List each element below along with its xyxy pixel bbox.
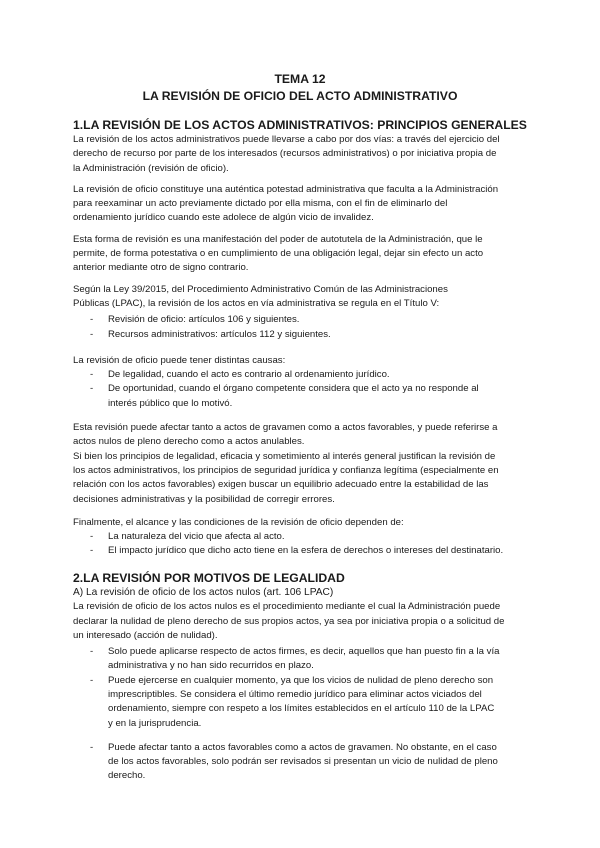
list-item bbox=[73, 530, 583, 544]
text-line: El impacto jurídico que dicho acto tiene en la esfera de derechos o intereses del destinatario. bbox=[108, 545, 504, 557]
paragraph bbox=[73, 421, 583, 507]
text-line: Solo puede aplicarse respecto de actos firmes, es decir, aquellos que han puesto fin a la vía bbox=[108, 646, 500, 658]
text-line: 1.LA REVISIÓN DE LOS ACTOS ADMINISTRATIVOS: PRINCIPIOS GENERALES bbox=[73, 118, 527, 132]
text-line: actos nulos de pleno derecho como a actos anulables. bbox=[73, 436, 305, 448]
text-line: Esta revisión puede afectar tanto a actos de gravamen como a actos favorables, y puede referirse a bbox=[73, 422, 498, 434]
text-line: para reexaminar un acto previamente dictado por ella misma, con el fin de eliminarlo del bbox=[73, 198, 448, 210]
bullet-dash: - bbox=[90, 531, 94, 543]
text-line: La revisión de los actos administrativos puede llevarse a cabo por dos vías: a través del ejercicio del bbox=[73, 134, 500, 145]
text-line: A) La revisión de oficio de los actos nulos (art. 106 LPAC) bbox=[73, 586, 334, 598]
text-line: Si bien los principios de legalidad, eficacia y sometimiento al interés general justifican la revisión de bbox=[73, 450, 496, 462]
list-item bbox=[73, 544, 583, 558]
text-line: relación con los actos favorables) exigen buscar un equilibrio adecuado entre la estabilidad de las bbox=[73, 479, 489, 491]
text-line: Puede ejercerse en cualquier momento, ya que los vicios de nulidad de pleno derecho son bbox=[108, 674, 494, 686]
list-item bbox=[73, 313, 583, 327]
text-line: derecho de recurso por parte de los interesados (recursos administrativos) o por iniciativa propia de bbox=[73, 148, 497, 160]
text-line: De oportunidad, cuando el órgano competente considera que el acto ya no responde al bbox=[108, 383, 479, 395]
text-line: Recursos administrativos: artículos 112 y siguientes. bbox=[108, 328, 331, 340]
text-line: la Administración (revisión de oficio). bbox=[73, 162, 229, 174]
text-line: un interesado (acción de nulidad). bbox=[73, 629, 218, 641]
text-line: 2.LA REVISIÓN POR MOTIVOS DE LEGALIDAD bbox=[73, 570, 345, 585]
text-line: imprescriptibles. Se considera el último remedio jurídico para eliminar actos viciados del bbox=[108, 689, 482, 700]
text-line: anterior mediante otro de signo contrario. bbox=[73, 262, 249, 274]
bullet-dash: - bbox=[90, 741, 94, 753]
text-line: decisiones administrativas y la posibilidad de corregir errores. bbox=[73, 493, 335, 505]
text-line: La revisión de oficio constituye una auténtica potestad administrativa que faculta a la Administración bbox=[73, 183, 499, 195]
text-line: ordenamiento jurídico cuando este adolece de algún vicio de invalidez. bbox=[73, 212, 374, 224]
bullet-dash: - bbox=[90, 369, 94, 381]
text-line: administrativa y no han sido recurridos en plazo. bbox=[108, 660, 314, 672]
document-title bbox=[0, 71, 600, 105]
list-item bbox=[73, 382, 583, 411]
text-line: La revisión de oficio de los actos nulos es el procedimiento mediante el cual la Administración puede bbox=[73, 601, 501, 613]
bullet-dash: - bbox=[90, 314, 94, 326]
text-line: interés público que lo motivó. bbox=[108, 397, 233, 409]
text-line: ordenamiento, siempre con respeto a los límites establecidos en el artículo 110 de la LPAC bbox=[108, 703, 495, 715]
text-line: de los actos favorables, solo podrán ser revisados si presentan un vicio de nulidad de pleno bbox=[108, 756, 498, 768]
text-line: los actos administrativos, los principios de seguridad jurídica y confianza legítima (especialmente en bbox=[73, 464, 499, 476]
text-line: derecho. bbox=[108, 770, 146, 782]
text-line: Públicas (LPAC), la revisión de los actos en vía administrativa se regula en el Título V: bbox=[73, 297, 440, 309]
list-item bbox=[73, 674, 583, 731]
list-item bbox=[73, 645, 583, 674]
text-line: y en la jurisprudencia. bbox=[108, 717, 202, 729]
text-line: De legalidad, cuando el acto es contrario al ordenamiento jurídico. bbox=[108, 369, 390, 381]
paragraph bbox=[73, 283, 583, 312]
paragraph bbox=[73, 183, 583, 226]
bullet-dash: - bbox=[90, 646, 94, 658]
list-item bbox=[73, 328, 583, 342]
bullet-dash: - bbox=[90, 383, 94, 395]
text-line: Puede afectar tanto a actos favorables como a actos de gravamen. No obstante, en el caso bbox=[108, 741, 497, 753]
list-item bbox=[73, 368, 583, 382]
document-page bbox=[0, 71, 600, 784]
paragraph bbox=[73, 516, 583, 530]
paragraph bbox=[73, 133, 583, 176]
section-heading bbox=[73, 118, 583, 133]
bullet-dash: - bbox=[90, 328, 94, 340]
text-line: Finalmente, el alcance y las condiciones de la revisión de oficio dependen de: bbox=[73, 516, 404, 528]
text-line: Según la Ley 39/2015, del Procedimiento Administrativo Común de las Administraciones bbox=[73, 283, 448, 295]
paragraph bbox=[73, 354, 583, 368]
bullet-dash: - bbox=[90, 674, 94, 686]
bullet-dash: - bbox=[90, 545, 94, 557]
text-line: declarar la nulidad de pleno derecho de sus propios actos, ya sea por iniciativa propia o a solicitud de bbox=[73, 615, 505, 627]
paragraph bbox=[73, 600, 583, 643]
paragraph bbox=[73, 233, 583, 276]
title-line: TEMA 12 bbox=[274, 72, 326, 86]
title-line: LA REVISIÓN DE OFICIO DEL ACTO ADMINISTRATIVO bbox=[142, 89, 458, 103]
text-line: La naturaleza del vicio que afecta al acto. bbox=[108, 531, 285, 543]
text-line: La revisión de oficio puede tener distintas causas: bbox=[73, 354, 286, 366]
list-item bbox=[73, 741, 583, 784]
section-heading bbox=[73, 571, 583, 586]
text-line: Esta forma de revisión es una manifestación del poder de autotutela de la Administración, que le bbox=[73, 233, 483, 245]
subsection-heading bbox=[73, 586, 583, 601]
text-line: permite, de forma potestativa o en cumplimiento de una obligación legal, dejar sin efecto un acto bbox=[73, 248, 484, 260]
text-line: Revisión de oficio: artículos 106 y siguientes. bbox=[108, 314, 300, 326]
